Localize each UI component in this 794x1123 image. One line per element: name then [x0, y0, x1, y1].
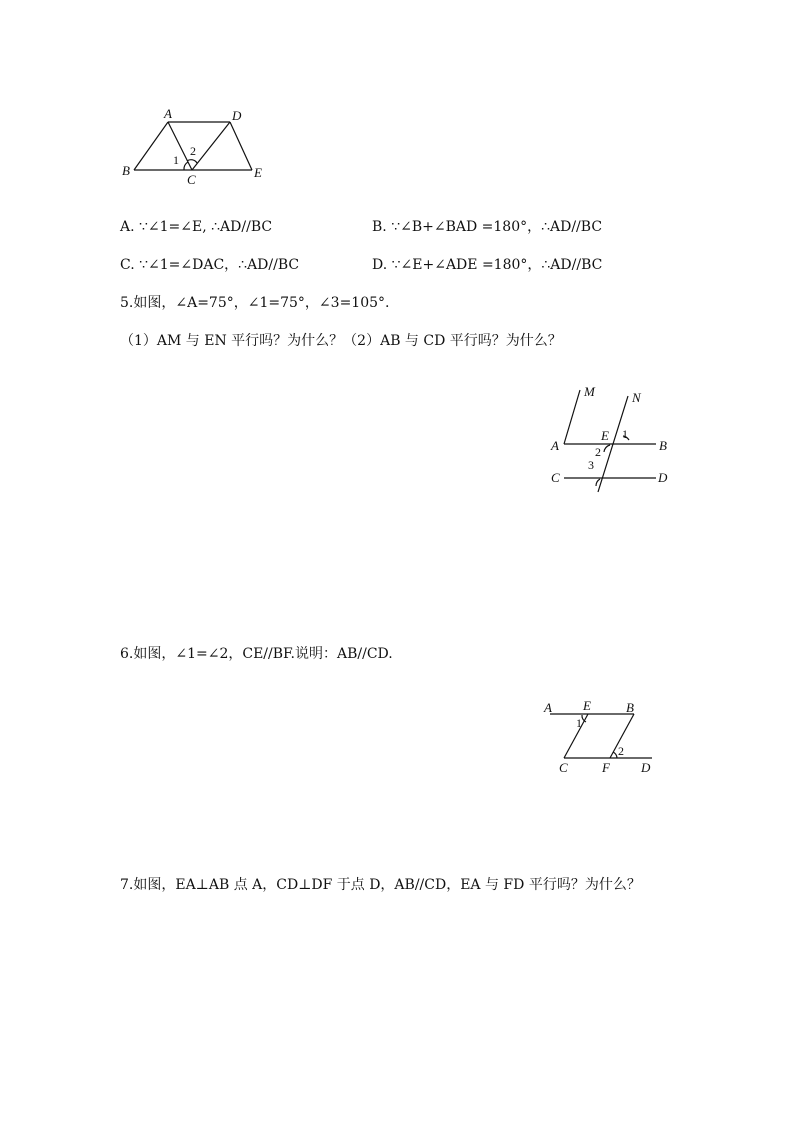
label-C: C — [551, 470, 560, 485]
segment-DE — [230, 122, 252, 170]
angle-label-3: 3 — [588, 458, 594, 472]
option-a: A. ∵∠1=∠E, ∴AD//BC — [120, 219, 273, 235]
label-A: A — [544, 700, 552, 715]
angle-label-2: 2 — [595, 445, 601, 459]
option-d: D. ∵∠E+∠ADE =180°，∴AD//BC — [372, 257, 603, 273]
segment-AB — [134, 122, 168, 170]
label-A: A — [164, 106, 172, 121]
label-C: C — [187, 172, 196, 187]
q5-subquestions: （1）AM 与 EN 平行吗？为什么？（2）AB 与 CD 平行吗？为什么？ — [120, 333, 562, 349]
label-E: E — [254, 165, 262, 180]
label-F: F — [602, 760, 610, 775]
option-c: C. ∵∠1=∠DAC，∴AD//BC — [120, 257, 300, 273]
label-N: N — [632, 390, 641, 405]
label-C: C — [559, 760, 568, 775]
label-D: D — [232, 108, 242, 123]
label-D: D — [641, 760, 651, 775]
angle-label-2: 2 — [190, 144, 196, 158]
label-E: E — [601, 428, 609, 443]
label-E: E — [583, 698, 591, 713]
angle-label-2: 2 — [618, 744, 624, 758]
q5-stem: 5.如图，∠A=75°，∠1=75°，∠3=105°. — [120, 295, 390, 311]
figure-1-svg — [110, 100, 280, 190]
label-B: B — [626, 700, 634, 715]
label-D: D — [658, 470, 668, 485]
figure-1-diagram — [110, 100, 280, 190]
angle-label-1: 1 — [576, 716, 582, 730]
angle-arc-3 — [596, 479, 600, 486]
label-B: B — [659, 438, 667, 453]
q7-stem: 7.如图，EA⊥AB 点 A，CD⊥DF 于点 D，AB//CD，EA 与 FD 平行吗？为什么？ — [120, 877, 641, 893]
segment-DC — [192, 122, 230, 170]
angle-arc-2 — [613, 752, 617, 758]
angle-arc-1 — [184, 162, 188, 170]
ray-AM — [564, 390, 580, 444]
label-M: M — [584, 384, 595, 399]
q5-figure-svg — [540, 378, 680, 498]
angle-label-1: 1 — [622, 427, 628, 441]
angle-label-1: 1 — [173, 153, 179, 167]
angle-arc-2 — [604, 445, 610, 452]
label-B: B — [122, 163, 130, 178]
q6-figure-diagram — [540, 695, 670, 780]
q6-figure-svg — [540, 695, 670, 780]
q5-figure-diagram — [540, 378, 680, 498]
segment-AC — [168, 122, 192, 170]
label-A: A — [551, 438, 559, 453]
q6-stem: 6.如图，∠1=∠2，CE//BF.说明：AB//CD. — [120, 646, 393, 662]
option-b: B. ∵∠B+∠BAD =180°，∴AD//BC — [372, 219, 603, 235]
